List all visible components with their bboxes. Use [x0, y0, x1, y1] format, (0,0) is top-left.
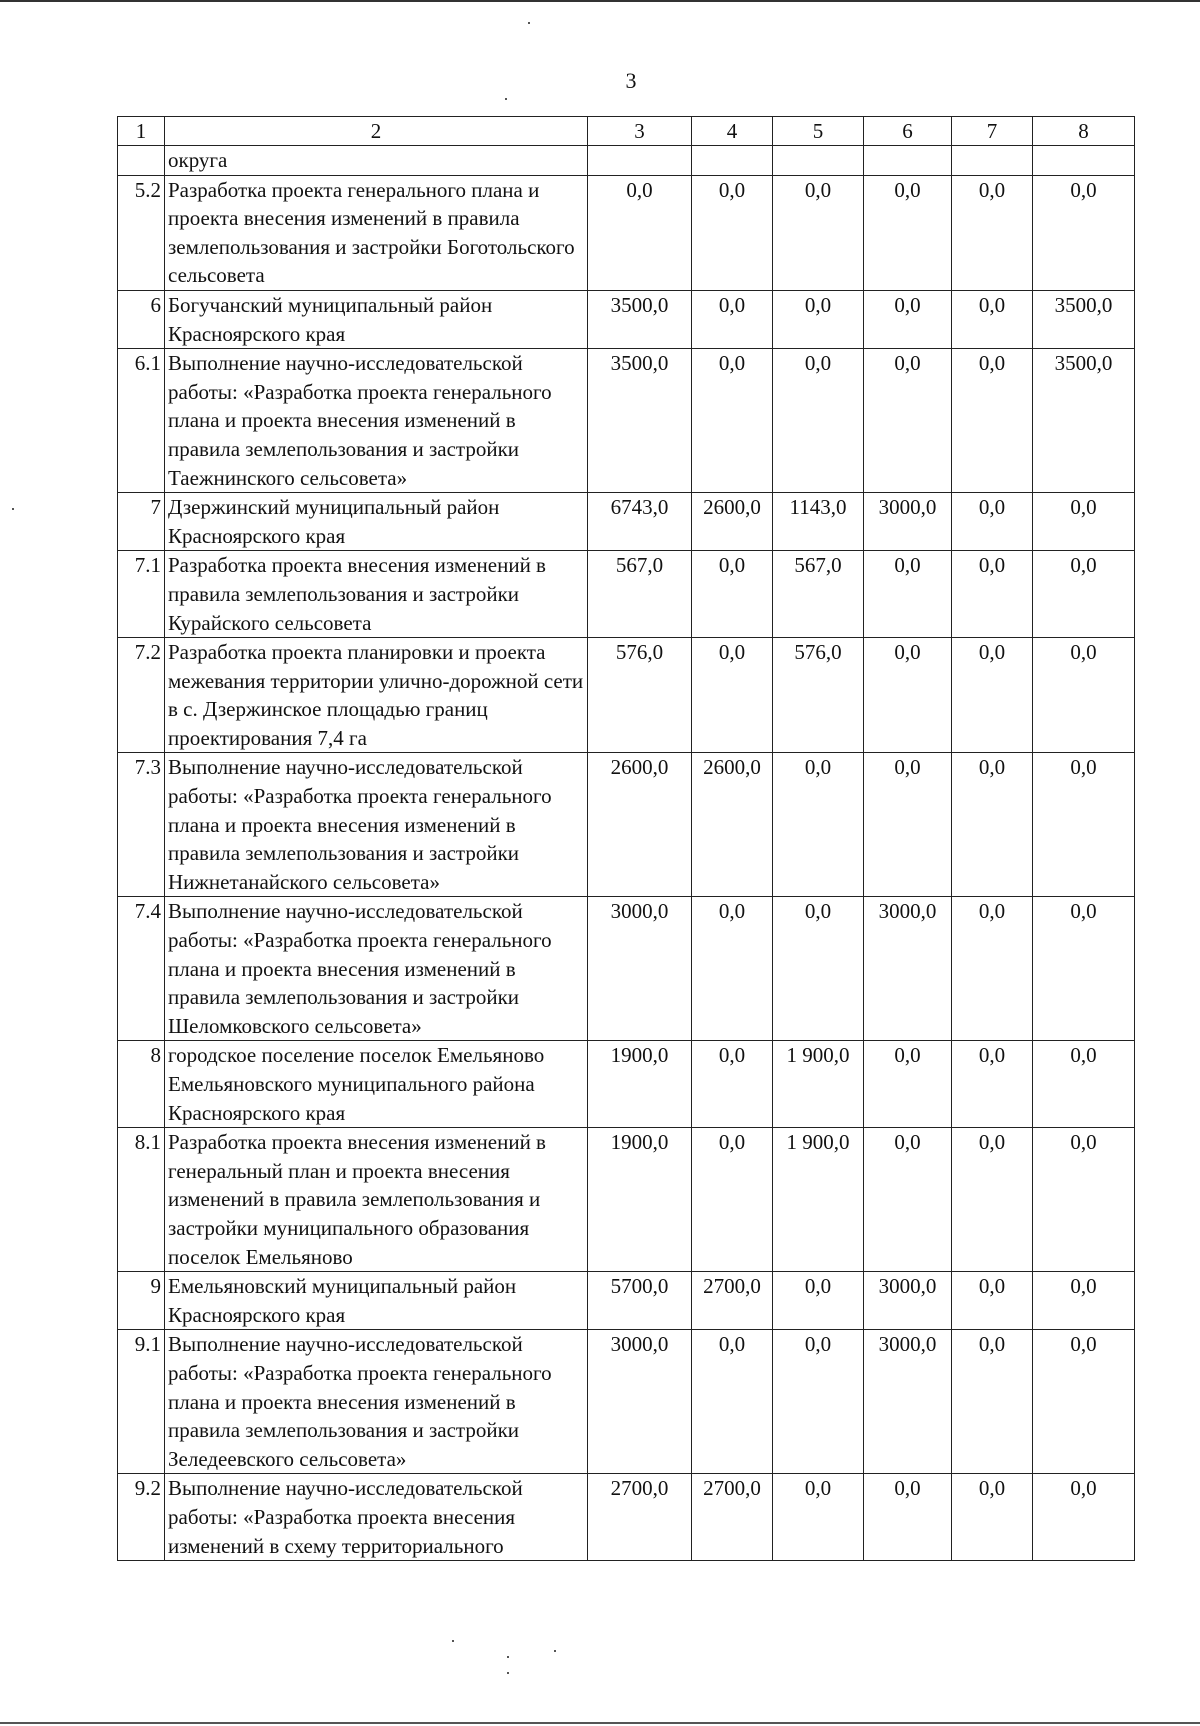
amount-cell: 0,0	[1033, 897, 1135, 1041]
table-body	[118, 117, 1135, 1561]
amount-cell: 0,0	[692, 638, 773, 753]
amount-cell: 3500,0	[1033, 349, 1135, 493]
table-row	[118, 290, 1135, 348]
row-description: Разработка проекта генерального плана и проекта внесения изменений в правила землепользования и застройки Боготольского сельсовета	[165, 175, 588, 290]
amount-cell: 0,0	[1033, 551, 1135, 638]
row-number: 7.3	[118, 753, 165, 897]
amount-cell: 3500,0	[1033, 290, 1135, 348]
amount-cell: 0,0	[952, 1041, 1033, 1128]
amount-cell	[588, 146, 692, 176]
amount-cell: 0,0	[692, 1041, 773, 1128]
amount-cell: 1 900,0	[773, 1041, 864, 1128]
amount-cell: 2600,0	[588, 753, 692, 897]
table-row	[118, 1272, 1135, 1330]
amount-cell: 0,0	[773, 290, 864, 348]
row-number: 9.1	[118, 1330, 165, 1474]
table-header-row	[118, 117, 1135, 146]
table-row	[118, 753, 1135, 897]
amount-cell: 0,0	[773, 1330, 864, 1474]
amount-cell: 0,0	[864, 638, 952, 753]
amount-cell: 2700,0	[692, 1474, 773, 1561]
scan-speck	[12, 508, 14, 510]
amount-cell: 0,0	[773, 1272, 864, 1330]
amount-cell: 0,0	[692, 175, 773, 290]
row-description: городское поселение поселок Емельяново Емельяновского муниципального района Красноярского края	[165, 1041, 588, 1128]
table-row	[118, 493, 1135, 551]
row-description: Разработка проекта внесения изменений в генеральный план и проекта внесения изменений в правила землепользования и застройки муниципального образования поселок Емельяново	[165, 1128, 588, 1272]
row-description: Разработка проекта планировки и проекта межевания территории улично-дорожной сети в с. Дзержинское площадью границ проектирования 7,4 га	[165, 638, 588, 753]
amount-cell: 0,0	[773, 1474, 864, 1561]
table-row	[118, 1128, 1135, 1272]
amount-cell: 1143,0	[773, 493, 864, 551]
amount-cell: 0,0	[952, 638, 1033, 753]
header-cell: 7	[952, 117, 1033, 146]
amount-cell: 0,0	[773, 897, 864, 1041]
amount-cell	[1033, 146, 1135, 176]
amount-cell: 0,0	[1033, 493, 1135, 551]
row-description: Выполнение научно-исследовательской работы: «Разработка проекта генерального плана и проекта внесения изменений в правила землепользования и застройки Зеледеевского сельсовета»	[165, 1330, 588, 1474]
amount-cell: 1900,0	[588, 1128, 692, 1272]
amount-cell: 5700,0	[588, 1272, 692, 1330]
amount-cell: 0,0	[1033, 753, 1135, 897]
row-number: 6	[118, 290, 165, 348]
scan-speck	[507, 1656, 509, 1658]
amount-cell: 2600,0	[692, 753, 773, 897]
amount-cell: 2700,0	[588, 1474, 692, 1561]
row-description: Выполнение научно-исследовательской работы: «Разработка проекта генерального плана и проекта внесения изменений в правила землепользования и застройки Таежнинского сельсовета»	[165, 349, 588, 493]
amount-cell: 0,0	[1033, 1272, 1135, 1330]
table-row	[118, 551, 1135, 638]
scan-speck	[528, 22, 530, 24]
amount-cell: 0,0	[864, 551, 952, 638]
amount-cell: 576,0	[773, 638, 864, 753]
amount-cell: 0,0	[952, 349, 1033, 493]
amount-cell: 0,0	[864, 1041, 952, 1128]
row-number: 7.2	[118, 638, 165, 753]
row-number: 6.1	[118, 349, 165, 493]
amount-cell: 3000,0	[864, 493, 952, 551]
amount-cell	[952, 146, 1033, 176]
row-number: 5.2	[118, 175, 165, 290]
scan-speck	[554, 1650, 556, 1652]
amount-cell: 3000,0	[588, 1330, 692, 1474]
row-number: 7.4	[118, 897, 165, 1041]
amount-cell: 0,0	[952, 290, 1033, 348]
table-row	[118, 175, 1135, 290]
amount-cell: 1 900,0	[773, 1128, 864, 1272]
header-cell: 1	[118, 117, 165, 146]
row-description: Выполнение научно-исследовательской работы: «Разработка проекта генерального плана и проекта внесения изменений в правила землепользования и застройки Нижнетанайского сельсовета»	[165, 753, 588, 897]
row-description: Выполнение научно-исследовательской работы: «Разработка проекта генерального плана и проекта внесения изменений в правила землепользования и застройки Шеломковского сельсовета»	[165, 897, 588, 1041]
table-row	[118, 897, 1135, 1041]
amount-cell	[864, 146, 952, 176]
amount-cell: 6743,0	[588, 493, 692, 551]
amount-cell: 0,0	[864, 175, 952, 290]
table-row	[118, 349, 1135, 493]
amount-cell: 3000,0	[864, 897, 952, 1041]
amount-cell: 3000,0	[588, 897, 692, 1041]
table-row	[118, 638, 1135, 753]
amount-cell: 0,0	[952, 1128, 1033, 1272]
header-cell: 8	[1033, 117, 1135, 146]
scan-speck	[505, 98, 507, 100]
table-row	[118, 146, 1135, 176]
row-description: Разработка проекта внесения изменений в правила землепользования и застройки Курайского сельсовета	[165, 551, 588, 638]
amount-cell: 1900,0	[588, 1041, 692, 1128]
table-row	[118, 1474, 1135, 1561]
amount-cell: 0,0	[692, 1128, 773, 1272]
row-number: 9.2	[118, 1474, 165, 1561]
amount-cell: 0,0	[773, 175, 864, 290]
amount-cell: 0,0	[692, 1330, 773, 1474]
row-description: округа	[165, 146, 588, 176]
amount-cell: 0,0	[1033, 1041, 1135, 1128]
header-cell: 6	[864, 117, 952, 146]
row-description: Емельяновский муниципальный район Красноярского края	[165, 1272, 588, 1330]
page-number: 3	[625, 68, 637, 93]
scan-speck	[507, 1672, 509, 1674]
amount-cell: 0,0	[1033, 638, 1135, 753]
header-cell: 3	[588, 117, 692, 146]
amount-cell: 0,0	[692, 290, 773, 348]
amount-cell: 0,0	[864, 349, 952, 493]
amount-cell: 0,0	[692, 897, 773, 1041]
row-description: Богучанский муниципальный район Красноярского края	[165, 290, 588, 348]
scan-speck	[452, 1640, 454, 1642]
amount-cell: 0,0	[864, 1128, 952, 1272]
header-cell: 4	[692, 117, 773, 146]
amount-cell: 0,0	[952, 753, 1033, 897]
amount-cell: 0,0	[864, 290, 952, 348]
amount-cell: 0,0	[952, 897, 1033, 1041]
header-cell: 2	[165, 117, 588, 146]
amount-cell	[692, 146, 773, 176]
amount-cell: 0,0	[952, 493, 1033, 551]
budget-table	[117, 116, 1135, 1561]
row-number: 7	[118, 493, 165, 551]
row-description: Выполнение научно-исследовательской работы: «Разработка проекта внесения изменений в схему территориального	[165, 1474, 588, 1561]
amount-cell: 0,0	[952, 1474, 1033, 1561]
row-number: 9	[118, 1272, 165, 1330]
amount-cell: 0,0	[864, 753, 952, 897]
amount-cell: 0,0	[1033, 1330, 1135, 1474]
amount-cell: 0,0	[773, 753, 864, 897]
amount-cell: 0,0	[588, 175, 692, 290]
bottom-scan-rule	[0, 1722, 1200, 1724]
row-number: 8	[118, 1041, 165, 1128]
amount-cell: 3500,0	[588, 349, 692, 493]
amount-cell: 0,0	[773, 349, 864, 493]
header-cell: 5	[773, 117, 864, 146]
amount-cell: 0,0	[952, 551, 1033, 638]
amount-cell: 2700,0	[692, 1272, 773, 1330]
amount-cell: 3500,0	[588, 290, 692, 348]
amount-cell: 0,0	[1033, 1128, 1135, 1272]
amount-cell: 3000,0	[864, 1272, 952, 1330]
amount-cell: 576,0	[588, 638, 692, 753]
amount-cell: 567,0	[773, 551, 864, 638]
amount-cell: 0,0	[952, 175, 1033, 290]
amount-cell	[773, 146, 864, 176]
top-scan-rule	[0, 0, 1200, 2]
table-row	[118, 1041, 1135, 1128]
amount-cell: 0,0	[692, 349, 773, 493]
row-description: Дзержинский муниципальный район Красноярского края	[165, 493, 588, 551]
table-row	[118, 1330, 1135, 1474]
row-number: 7.1	[118, 551, 165, 638]
amount-cell: 0,0	[1033, 175, 1135, 290]
amount-cell: 0,0	[864, 1474, 952, 1561]
amount-cell: 0,0	[952, 1330, 1033, 1474]
row-number	[118, 146, 165, 176]
amount-cell: 0,0	[1033, 1474, 1135, 1561]
row-number: 8.1	[118, 1128, 165, 1272]
amount-cell: 2600,0	[692, 493, 773, 551]
amount-cell: 567,0	[588, 551, 692, 638]
amount-cell: 0,0	[952, 1272, 1033, 1330]
amount-cell: 3000,0	[864, 1330, 952, 1474]
amount-cell: 0,0	[692, 551, 773, 638]
